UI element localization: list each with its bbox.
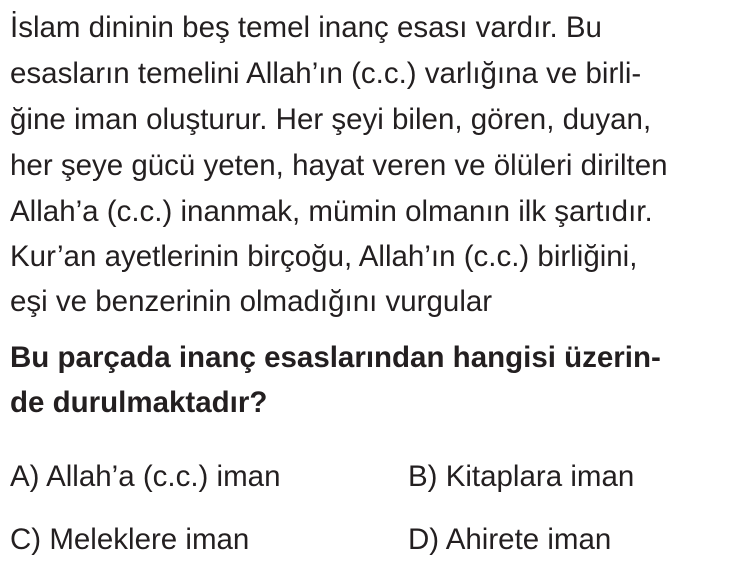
passage-line-1: İslam dininin beş temel inanç esası vardır. Bu (10, 11, 602, 44)
passage-line-3: ğine iman oluşturur. Her şeyi bilen, gören, duyan, (10, 103, 652, 136)
passage-line-5: Allah’a (c.c.) inanmak, mümin olmanın ilk şartıdır. (10, 195, 653, 228)
option-b[interactable]: B) Kitaplara iman (408, 460, 635, 493)
question-line-2: de durulmaktadır? (10, 386, 268, 419)
passage-line-2: esasların temelini Allah’ın (c.c.) varlığına ve birli- (10, 57, 642, 90)
passage-line-6: Kur’an ayetlerinin birçoğu, Allah’ın (c.c.) birliğini, (10, 240, 638, 273)
option-d[interactable]: D) Ahirete iman (408, 523, 612, 556)
passage-line-4: her şeye gücü yeten, hayat veren ve ölüleri dirilten (10, 149, 668, 182)
option-a[interactable]: A) Allah’a (c.c.) iman (10, 460, 281, 493)
passage-line-7: eşi ve benzerinin olmadığını vurgular (10, 285, 493, 318)
question-line-1: Bu parçada inanç esaslarından hangisi üzerin- (10, 341, 661, 374)
option-c[interactable]: C) Meleklere iman (10, 523, 250, 556)
